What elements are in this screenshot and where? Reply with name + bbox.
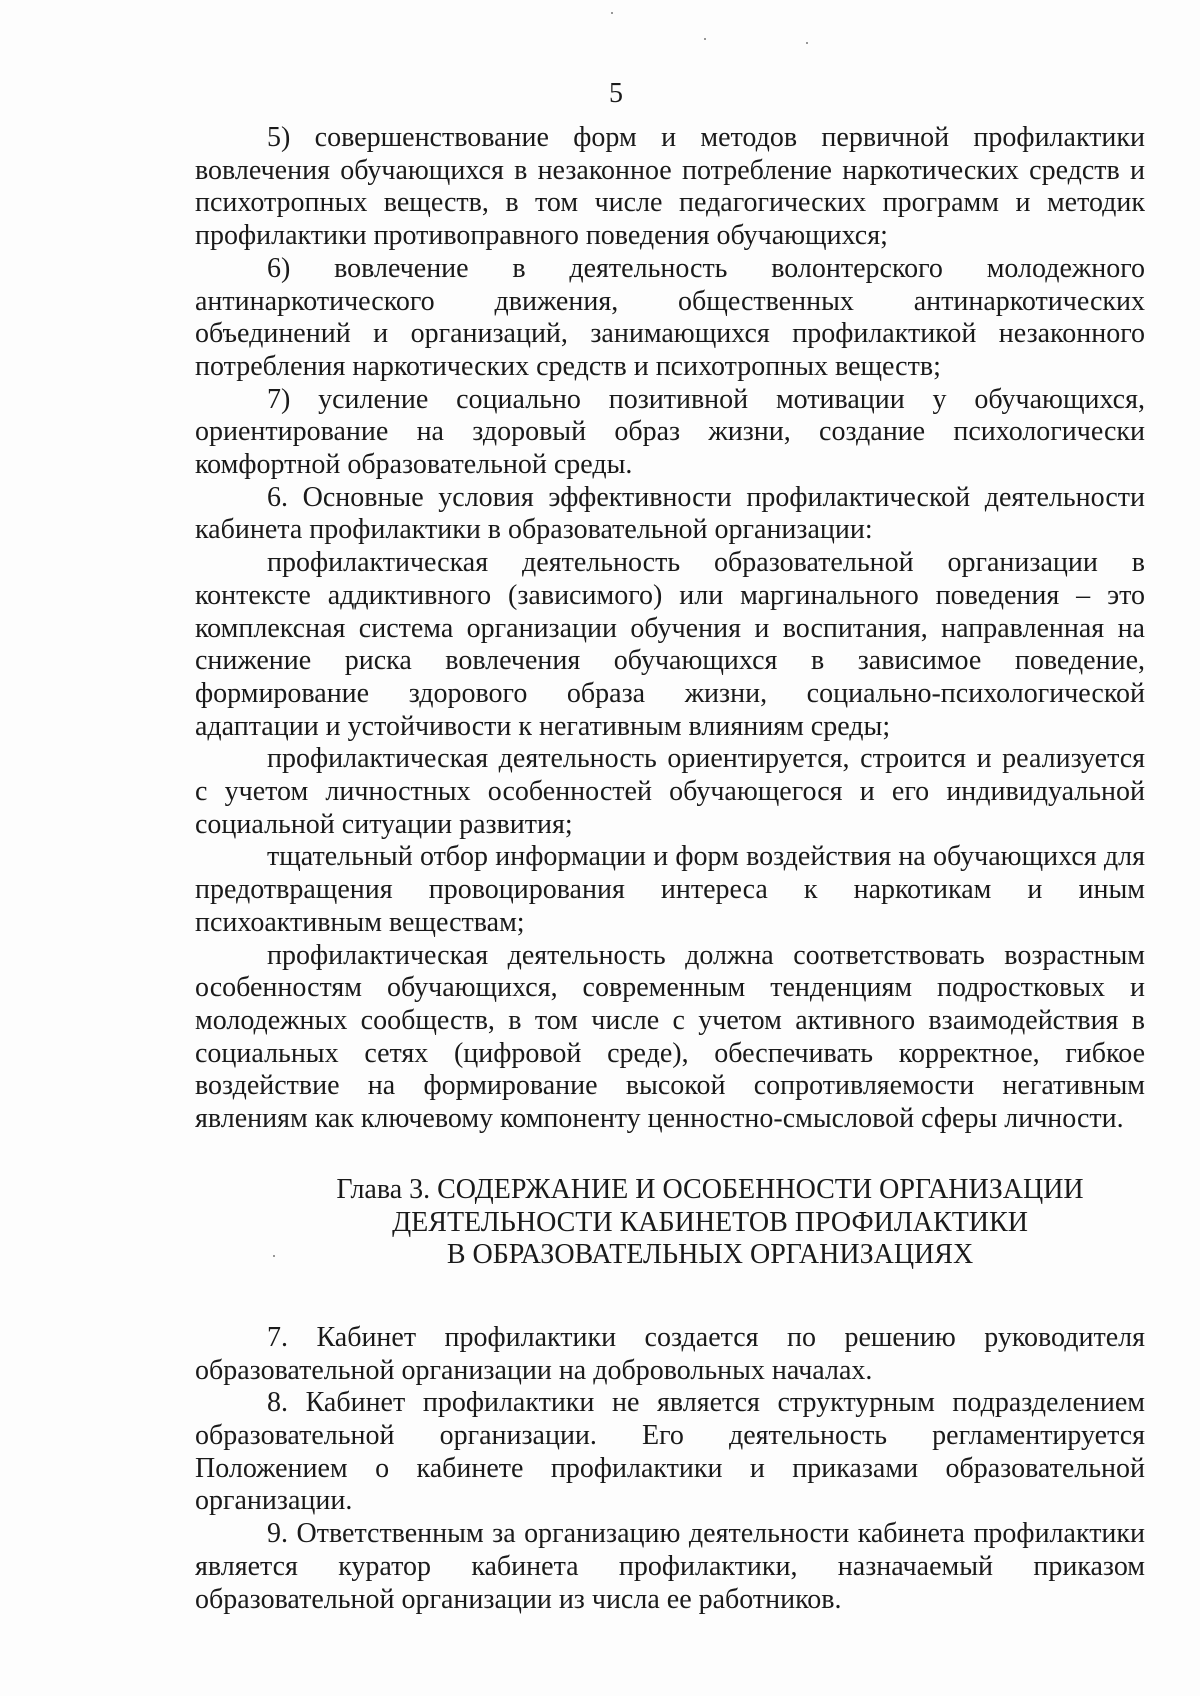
scan-speck — [704, 38, 706, 40]
paragraph-point-6: 6. Основные условия эффективности профилактической деятельности кабинета профилактики в образовательной организации: — [195, 481, 1145, 546]
paragraph-point-9: 9. Ответственным за организацию деятельности кабинета профилактики является куратор кабинета профилактики, назначаемый приказом образовательной организации из числа ее работников. — [195, 1518, 1145, 1615]
document-body — [195, 122, 1145, 1616]
chapter-heading-line-1: Глава 3. СОДЕРЖАНИЕ И ОСОБЕННОСТИ ОРГАНИЗАЦИИ — [336, 1173, 1084, 1205]
paragraph-condition-3: тщательный отбор информации и форм воздействия на обучающихся для предотвращения провоцирования интереса к наркотикам и иным психоактивным веществам; — [195, 841, 1145, 938]
chapter-heading-line-2: ДЕЯТЕЛЬНОСТИ КАБИНЕТОВ ПРОФИЛАКТИКИ — [392, 1206, 1028, 1238]
page-number: 5 — [609, 78, 623, 109]
paragraph-condition-1: профилактическая деятельность образовательной организации в контексте аддиктивного (зависимого) или маргинального поведения – это комплексная система организации обучения и воспитания, направленная на снижение риска вовлечения обучающихся в зависимое поведение, формирование здорового образа жизни, социально-психологической адаптации и устойчивости к негативным влияниям среды; — [195, 547, 1145, 742]
scan-speck — [806, 42, 808, 44]
paragraph-condition-4: профилактическая деятельность должна соответствовать возрастным особенностям обучающихся, современным тенденциям подростковых и молодежных сообществ, в том числе с учетом активного взаимодействия в социальных сетях (цифровой среде), обеспечивать корректное, гибкое воздействие на формирование высокой сопротивляемости негативным явлениям как ключевому компоненту ценностно-смысловой сферы личности. — [195, 939, 1145, 1135]
paragraph-item-6: 6) вовлечение в деятельность волонтерского молодежного антинаркотического движения, общественных антинаркотических объединений и организаций, занимающихся профилактикой незаконного потребления наркотических средств и психотропных веществ; — [195, 252, 1145, 382]
chapter-heading — [195, 1174, 1145, 1272]
chapter-heading-line-3: В ОБРАЗОВАТЕЛЬНЫХ ОРГАНИЗАЦИЯХ — [446, 1239, 974, 1271]
paragraph-item-7: 7) усиление социально позитивной мотивации у обучающихся, ориентирование на здоровый образ жизни, создание психологически комфортной образовательной среды. — [195, 383, 1145, 481]
scan-speck — [611, 12, 613, 14]
paragraph-point-8: 8. Кабинет профилактики не является структурным подразделением образовательной организации. Его деятельность регламентируется Положением о кабинете профилактики и приказами образовательной организации. — [195, 1387, 1145, 1517]
paragraph-point-7: 7. Кабинет профилактики создается по решению руководителя образовательной организации на добровольных началах. — [195, 1321, 1145, 1386]
paragraph-condition-2: профилактическая деятельность ориентируется, строится и реализуется с учетом личностных особенностей обучающегося и его индивидуальной социальной ситуации развития; — [195, 743, 1145, 840]
paragraph-item-5: 5) совершенствование форм и методов первичной профилактики вовлечения обучающихся в незаконное потребление наркотических средств и психотропных веществ, в том числе педагогических программ и методик профилактики противоправного поведения обучающихся; — [195, 122, 1145, 252]
